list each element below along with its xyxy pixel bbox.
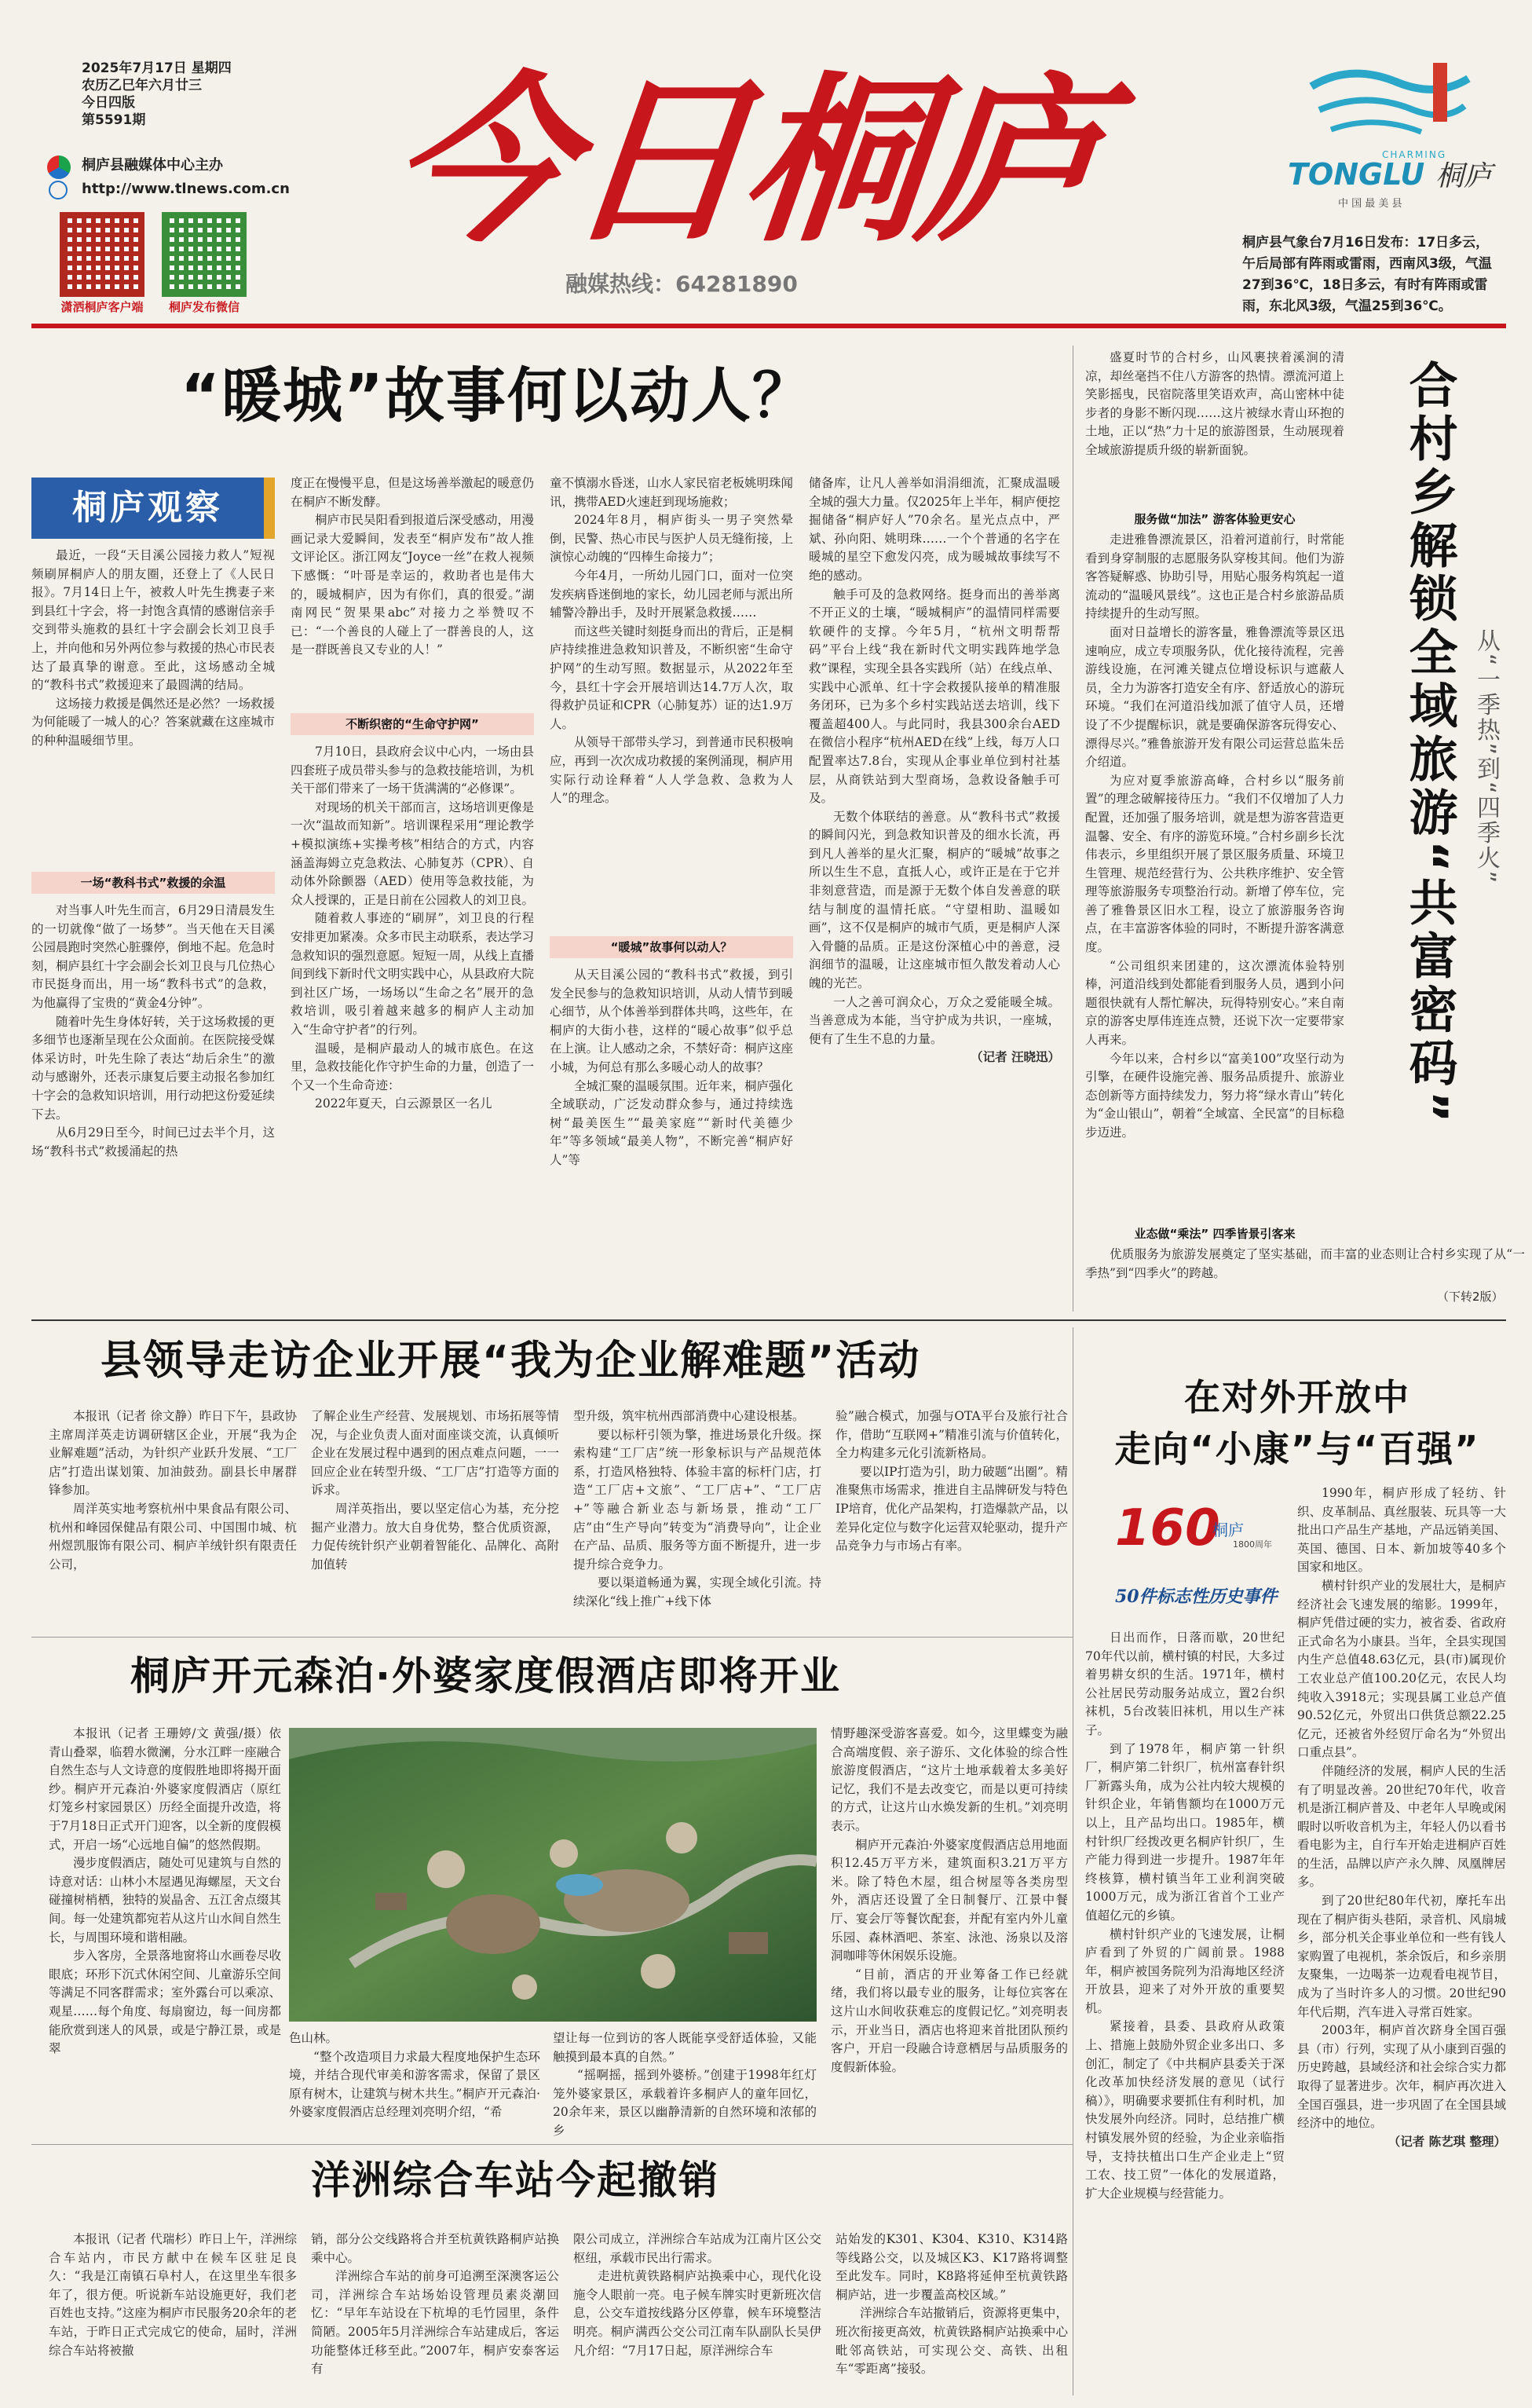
paragraph: 型升级，筑牢杭州西部消费中心建设根基。 [573, 1409, 805, 1423]
hotline: 融媒热线：64281890 [565, 271, 798, 297]
paragraph: 从天目溪公园的“教科书式”救援，到引发全民参与的急救知识培训，从动人情节到暖心细节，从个体善举到群体共鸣，这些年，在桐庐的大街小巷，这样的“暖心故事”似乎总在上演。让人感动之余，不禁好奇：桐庐这座小城，为何总有那么多暖心动人的故事？ [550, 968, 794, 1074]
section-divider [31, 2144, 1073, 2145]
paragraph: 紧接着，县委、县政府从政策上、措施上鼓励外贸企业多出口、多创汇，制定了《中共桐庐县委关于深化改革加快经济发展的意见（试行稿）》，明确要求要抓住有利时机，加快发展外向经济。同时，总结推广横村镇发展外贸的经验，为企业亲临指导，支持扶植出口生产企业走上“贸工农、技工贸”一体化的发展道路，扩大企业规模与经营能力。 [1085, 2019, 1285, 2201]
article1-subhead-2: 不断织密的“生命守护网” [291, 713, 534, 735]
paragraph: 周洋英实地考察杭州中果食品有限公司、杭州和峰园保健品有限公司、中国围巾城、杭州煜凯服饰有限公司、桐庐羊绒针织有限责任公司， [49, 1501, 297, 1572]
article3-col4 [835, 1407, 1068, 1556]
paragraph: 销，部分公交线路将合并至杭黄铁路桐庐站换乘中心。 [311, 2232, 559, 2265]
paragraph: 到了1978年，桐庐第一针织厂，桐庐第二针织厂，杭州富春针织厂新露头角，成为公社内较大规模的针织企业，年销售额均在1000万元以上，且产品均出口。1985年，横村针织厂经拨改更名桐庐针织厂，生产能力得到进一步提升。1987年年终核算，横村镇当年工业利润突破1000万元，成为浙江省首个工业产值超亿元的乡镇。 [1085, 1741, 1285, 1923]
weather-report: 桐庐县气象台7月16日发布：17日多云，午后局部有阵雨或雷雨，西南风3级，气温27到36℃，18日多云，有时有阵雨或雷雨，东北风3级，气温25到36℃。 [1242, 235, 1492, 314]
paragraph: 温暖，是桐庐最动人的城市底色。在这里，急救技能化作守护生命的力量，创造了一个又一个生命奇迹： [291, 1041, 535, 1092]
paragraph: 验”融合模式，加强与OTA平台及旅行社合作，借助“互联网+”精准引流与价值转化，全力构建多元化引流新格局。 [835, 1409, 1068, 1461]
paragraph: 了解企业生产经营、发展规划、市场拓展等情况，与企业负责人面对面座谈交流，认真倾听企业在发展过程中遇到的困点难点问题，一一回应企业在转型升级、“工厂店”打造等方面的诉求。 [311, 1409, 559, 1498]
article5-col2 [1297, 1484, 1506, 2151]
qr-wechat-label: 桐庐发布微信 [168, 300, 239, 314]
paragraph: 要以标杆引领为擎，推进场景化升级。探索构建“工厂店”统一形象标识与产品规范体系，打造风格独特、体验丰富的标杆门店，打造“工厂店+文旅”、“工厂店+”、“工厂店+”等融合新业态与新场景，推动“工厂店”由“生产导向”转变为“消费导向”，让企业在产品、品质、服务等方面不断提升，进一步提升综合竞争力。 [573, 1427, 821, 1572]
article4-headline: 桐庐开元森泊·外婆家度假酒店即将开业 [130, 1653, 841, 1699]
paragraph: “公司组织来团建的，这次漂流体验特别棒，河道沿线到处都能看到服务人员，遇到小问题很快就有人帮忙解决，玩得特别安心。”来自南京的游客史厚伟连连点赞，还说下次一定要带家人再来。 [1085, 958, 1344, 1048]
article1-headline: “暖城”故事何以动人？ [181, 360, 814, 430]
paragraph: 色山林。 [289, 2031, 338, 2045]
article2-subtitle: 从“一季热”到“四季火” [1472, 628, 1500, 885]
paragraph: 一人之善可润众心，万众之爱能暖全城。当善意成为本能，当守护成为共识，一座城，便有了生生不息的力量。 [809, 994, 1060, 1046]
paragraph: “目前，酒店的开业筹备工作已经就绪，我们将以最专业的服务，让每位宾客在这片山水间收获难忘的度假记忆。”刘亮明表示，开业当日，酒店也将迎来首批团队预约客户，开启一段融合诗意栖居与品质服务的度假新体验。 [831, 1967, 1068, 2074]
article3-headline: 县领导走访企业开展“我为企业解难题”活动 [101, 1338, 921, 1385]
page-count: 今日四版 [82, 95, 135, 111]
article4-col4 [831, 1725, 1068, 2077]
logo-en-1: CHARMING [1382, 149, 1447, 160]
paragraph: 最近，一段“天目溪公园接力救人”短视频刷屏桐庐人的朋友圈，还登上了《人民日报》。7月14日上午，被救人叶先生携妻子来到县红十字会，将一封饱含真情的感谢信亲手交到带头施救的县红十字会副会长刘卫良手上，并向他和另外两位参与救援的热心市民表达了最真挚的谢意。至此，这场感动全城的“教科书式”救援迎来了最圆满的结局。 [31, 548, 276, 693]
article2-col1 [1085, 349, 1344, 460]
hotel-aerial-photo [289, 1728, 817, 2022]
paragraph: “整个改造项目力求最大程度地保护生态环境，并结合现代审美和游客需求，保留了景区原有树木，让建筑与树木共生。”桐庐开元森泊·外婆家度假酒店总经理刘亮明介绍，“希 [289, 2049, 540, 2120]
article2-continued: （下转2版） [1437, 1290, 1504, 1304]
issue-date: 2025年7月17日 星期四 [82, 60, 232, 76]
series-logo-number: 160 [1115, 1499, 1220, 1557]
article1-col2b [291, 743, 534, 1114]
article4-col1 [49, 1725, 281, 2059]
article1-subhead-1: 一场“教科书式”救援的余温 [31, 872, 275, 894]
paragraph: 这场接力救援是偶然还是必然？一场救援为何能暖了一城人的心？答案就藏在这座城市的种种温暖细节里。 [31, 696, 276, 748]
paragraph: 储备库，让凡人善举如涓涓细流，汇聚成温暖全城的强大力量。仅2025年上半年，桐庐便挖掘储备“桐庐好人”70余名。星光点点中，严斌、孙向阳、姚明珠……一个个普通的名字在暖城的星空下愈发闪亮，成为暖城故事续写不绝的感动。 [809, 476, 1060, 583]
article2-col1b [1085, 531, 1344, 1143]
article1-col2 [291, 474, 534, 660]
paragraph: 从6月29日至今，时间已过去半个月，这场“教科书式”救援涌起的热 [31, 1125, 275, 1158]
article5-col1 [1085, 1629, 1285, 2203]
media-center-logo-icon [47, 156, 71, 179]
article5-reporter: （记者 陈艺琪 整理） [1388, 2134, 1506, 2149]
sponsor-text: 桐庐县融媒体中心主办 [82, 157, 223, 174]
article6-headline: 洋洲综合车站今起撤销 [311, 2157, 719, 2203]
section-divider [31, 1319, 1506, 1321]
series-logo [1115, 1497, 1288, 1583]
paragraph: 洋洲综合车站的前身可追溯至深澳客运公司，洋洲综合车站场始设管理员素炎潮回忆：“早年车站设在下杭埠的毛竹园里，条件简陋。2005年5月洋洲综合车站建成后，客运功能整体迁移至此。”2007年，桐庐安泰客运有 [311, 2269, 559, 2377]
logo-en-2: TONGLU [1288, 157, 1425, 192]
paragraph: 桐庐开元森泊·外婆家度假酒店总用地面积12.45万平方米，建筑面积3.21万平方米。除了特色木屋，组合树屋等各类房型外，酒店还设置了全日制餐厅、江景中餐厅、宴会厅等餐饮配套，并配有室内外儿童乐园、森林酒吧、茶室、泳池、汤泉以及溶洞咖啡等休闲娱乐设施。 [831, 1837, 1068, 1963]
paragraph: 童不慎溺水昏迷，山水人家民宿老板姚明珠闻讯，携带AED火速赶到现场施救； [550, 476, 794, 509]
paragraph: 对现场的机关干部而言，这场培训更像是一次“温故而知新”。培训课程采用“理论教学+模拟演练+实操考核”相结合的方式，内容涵盖海姆立克急救法、心肺复苏（CPR）、自动体外除颤器（AED）使用等急救技能，为众人授课的，正是日前在公园救人的刘卫良。 [291, 800, 535, 907]
article1-col1b [31, 902, 275, 1161]
article1-col3 [550, 474, 793, 808]
article5-headline [1085, 1371, 1509, 1475]
paragraph: 无数个体联结的善意。从“教科书式”救援的瞬间闪光，到急救知识普及的细水长流，再到凡人善举的星火汇聚，桐庐的“暖城”故事之所以生生不息，直抵人心，或许正是在于它并非刻意营造，而是源于无数个体自发善意的联结与制度的温情托底。“守望相助、温暖如画”，这不仅是桐庐的城市气质，更是桐庐人深入骨髓的品质。正是这份深植心中的善意，浸润细节的温暖，让这座城市恒久散发着动人心魄的光芒。 [809, 809, 1060, 991]
sponsor-block [82, 156, 223, 176]
article1-subhead-3: “暖城”故事何以动人？ [550, 936, 793, 958]
paragraph: 到了20世纪80年代初，摩托车出现在了桐庐街头巷陌，录音机、风扇城乡，部分机关企事业单位和一些有钱人家购置了电视机，茶余饭后，和乡亲朋友聚集，一边喝茶一边观看电视节目，成为了当时许多人的习惯。20世纪90年代后期，汽车进入寻常百姓家。 [1297, 1894, 1506, 2019]
paragraph: 随着叶先生身体好转，关于这场救援的更多细节也逐渐呈现在公众面前。在医院接受媒体采访时，叶先生除了表达“劫后余生”的激动与感谢外，还表示康复后要主动报名参加红十字会的急救知识培训，用行动把这份爱延续下去。 [31, 1014, 276, 1122]
paragraph: 盛夏时节的合村乡，山风裹挟着溪涧的清凉，却丝毫挡不住八方游客的热情。漂流河道上笑影摇曳，民宿院落里笑语欢声，高山密林中徒步者的身影不断闪现……这片被绿水青山环抱的土地，正以“热”力十足的旅游图景，生动展现着全域旅游提质升级的崭新面貌。 [1085, 350, 1344, 457]
headline-line-1: 在对外开放中 [1184, 1376, 1410, 1418]
headline-line-2: 走向“小康”与“百强” [1114, 1428, 1480, 1470]
paragraph: 限公司成立，洋洲综合车站成为江南片区公交枢纽，承载市民出行需求。 [573, 2232, 821, 2265]
paragraph: 桐庐市民吴阳看到报道后深受感动，用漫画记录大爱瞬间，发表至“桐庐发布”故人推文评论区。浙江网友“Joyce一丝”在救人视频下感慨：“叶哥是幸运的，救助者也是伟大的，暖城桐庐，因为有你们，真的很爱。”湖南网民“贺果果abc”对接力之举赞叹不已：“一个善良的人碰上了一群善良的人，这是一群既善良又专业的人！” [291, 513, 535, 657]
article1-reporter: （记者 汪晓迅） [971, 1050, 1060, 1065]
paragraph: 要以渠道畅通为翼，实现全域化引流。持续深化“线上推广+线下体 [573, 1575, 821, 1608]
article2-subhead-1: 服务做“加法” 游客体验更安心 [1134, 512, 1296, 526]
series-title: 50件标志性历史事件 [1115, 1586, 1278, 1607]
paragraph: 从领导干部带头学习，到普通市民积极响应，再到一次次成功救援的案例涌现，桐庐用实际行动诠释着“人人学急救、急救为人人”的理念。 [550, 735, 794, 806]
paragraph: 要以IP打造为引，助力破题“出圈”。精准聚焦市场需求，推进自主品牌研发与特色IP培育，优化产品架构，打造爆款产品，以差异化定位与数字化运营双轮驱动，提升产品竞争力与市场占有率。 [835, 1464, 1068, 1553]
paragraph: 2003年，桐庐首次跻身全国百强县（市）行列，实现了从小康到百强的历史跨越，县域经济和社会综合实力都取得了显著进步。次年，桐庐再次进入全国百强县，进一步巩固了在全国县域经济中的地位。 [1297, 2023, 1506, 2131]
paragraph: 本报讯（记者 王珊婷/文 黄强/摄）依青山叠翠，临碧水微澜，分水江畔一座融合自然生态与人文诗意的度假胜地即将揭开面纱。桐庐开元森泊·外婆家度假酒店（原红灯笼乡村家园景区）历经全面提升改造，将于7月18日正式开门迎客，以全新的度假模式，开启一场“心远地自偏”的悠然假期。 [49, 1726, 281, 1852]
paragraph: 横村针织产业的发展壮大，是桐庐经济社会飞速发展的缩影。1999年，桐庐凭借过硬的实力，被省委、省政府正式命名为小康县。当年，全县实现国内生产总值48.63亿元，县(市)属现价工农业总产值100.20亿元，农民人均纯收入3918元；实现县属工业总产值90.52亿元，外贸出口供货总额22.25亿元，还被省外经贸厅命名为“外贸出口重点县”。 [1297, 1578, 1506, 1760]
paragraph: 站始发的K301、K304、K310、K314路等线路公交，以及城区K3、K17路将调整至此发车。同时，K8路将延伸至杭黄铁路桐庐站，进一步覆盖高校区域。” [835, 2232, 1068, 2302]
paragraph: 为应对夏季旅游高峰，合村乡以“服务前置”的理念破解接待压力。“我们不仅增加了人力配置，还加强了服务培训，就是想为游客营造更温馨、安全、有序的游览环境。”合村乡副乡长沈伟表示，乡里组织开展了景区服务质量、环境卫生管理、规范经营行为、公共秩序维护、安全管理等旅游服务专项整治行动。新增了停车位，完善了雅鲁景区旧水工程，设立了旅游服务咨询点，在丰富游客体验的同时，不断提升游客满意度。 [1085, 773, 1344, 955]
paragraph: 触手可及的急救网络。挺身而出的善举离不开正义的土壤，“暖城桐庐”的温情同样需要软硬件的支撑。今年5月，“杭州文明帮帮码”平台上线“我在新时代文明实践阵地学急救”课程，实现全县各实践所（站）在线点单、实践中心派单、红十字会救援队接单的精准服务闭环，已为多个乡村实践站送去培训，线下覆盖超400人。与此同时，我县300余台AED在微信小程序“杭州AED在线”上线，每万人口配置率达7.8台，实现从企事业单位到村社基层，从商铁站到大型商场，急救设备触手可及。 [809, 587, 1060, 806]
article4-col3b [553, 2029, 817, 2141]
paragraph: 2022年夏天，白云源景区一名儿 [315, 1096, 492, 1111]
paragraph: 今年以来，合村乡以“富美100”攻坚行动为引擎，在硬件设施完善、服务品质提升、旅游业态创新等方面持续发力，努力将“绿水青山”转化为“金山银山”，朝着“全域富、全民富”的目标稳步迈进。 [1085, 1051, 1344, 1140]
paragraph: 横村针织产业的飞速发展，让桐庐看到了外贸的广阔前景。1988年，桐庐被国务院列为沿海地区经济开放县，迎来了对外开放的重要契机。 [1085, 1927, 1285, 2015]
article4-col2b [289, 2029, 540, 2122]
paragraph: 度正在慢慢平息，但是这场善举激起的暖意仍在桐庐不断发酵。 [291, 476, 535, 509]
paragraph: 情野趣深受游客喜爱。如今，这里蝶变为融合高端度假、亲子游乐、文化体验的综合性旅游度假酒店，“这片土地承载着太多美好记忆，我们不是去改变它，而是以更可持续的方式，让这片山水焕发新的生机。”刘亮明表示。 [831, 1726, 1068, 1833]
article3-col2 [311, 1407, 559, 1574]
article3-col1 [49, 1407, 297, 1574]
paragraph: 面对日益增长的游客量，雅鲁漂流等景区迅速响应，成立专项服务队，优化接待流程，完善游线设施，在河滩关键点位增设标识与遮蔽人员，全力为游客打造安全有序、舒适放心的游玩环境。“我们在河道沿线加派了值守人员，还增设了不少提醒标识，就是要确保游客玩得安心、漂得尽兴。”雅鲁旅游开发有限公司运营总监朱岳介绍道。 [1085, 624, 1344, 770]
website-link[interactable]: http://www.tlnews.com.cn [82, 181, 290, 197]
series-logo-years: 1800周年 [1233, 1539, 1272, 1550]
qr-code-wechat[interactable] [162, 212, 247, 297]
paragraph: 7月10日，县政府会议中心内，一场由县四套班子成员带头参与的急救技能培训，为机关干部们带来了一场干货满满的“必修课”。 [291, 745, 535, 796]
paragraph: 而这些关键时刻挺身而出的背后，正是桐庐持续推进急救知识普及，不断织密“生命守护网”的生动写照。数据显示，从2022年至今，县红十字会开展培训达14.7万人次，取得救护员证和CPR（心肺复苏）证的达1.9万人。 [550, 624, 794, 731]
qr-code-app[interactable] [60, 212, 144, 297]
paragraph: 优质服务为旅游发展奠定了坚实基础，而丰富的业态则让合村乡实现了从“一季热”到“四季火”的跨越。 [1085, 1247, 1525, 1280]
section-divider [31, 1637, 1073, 1638]
article2-subhead-2: 业态做“乘法” 四季皆景引客来 [1134, 1227, 1296, 1241]
paragraph: 走进雅鲁漂流景区，沿着河道前行，时常能看到身穿制服的志愿服务队穿梭其间。他们为游客答疑解惑、协助引导，用贴心服务构筑起一道流动的“温暖风景线”。这也正是合村乡旅游品质持续提升的生动写照。 [1085, 532, 1344, 621]
paragraph: 1990年，桐庐形成了轻纺、针织、皮革制品、真丝服装、玩具等一大批出口产品生产基地，产品远销美国、英国、德国、日本、新加坡等40多个国家和地区。 [1297, 1486, 1506, 1575]
article2-headline: 合村乡解锁全域旅游“共富密码” [1401, 360, 1458, 1128]
paragraph: 周洋英指出，要以坚定信心为基，充分挖掘产业潜力。放大自身优势，整合优质资源，力促传统针织产业朝着智能化、品牌化、高附加值转 [311, 1501, 559, 1572]
newspaper-title: 今日桐庐 [381, 55, 1108, 267]
article6-col2 [311, 2231, 559, 2379]
article1-col1 [31, 547, 275, 751]
paragraph: 本报讯（记者 徐文静）昨日下午，县政协主席周洋英走访调研辖区企业，开展“我为企业解难题”活动，为针织产业跃升发展、“工厂店”打造出谋划策、加油鼓劲。副县长申屠群锋参加。 [49, 1409, 297, 1498]
paragraph: 随着救人事迹的“刷屏”，刘卫良的行程安排更加紧凑。众多市民主动联系，表达学习急救知识的强烈意愿。短短一周，从线上直播间到线下新时代文明实践中心，从县政府大院到社区广场，一场场以“生命之名”展开的急救培训，吸引着越来越多的桐庐人主动加入“生命守护者”的行列。 [291, 911, 535, 1037]
paragraph: 漫步度假酒店，随处可见建筑与自然的诗意对话：山林小木屋遇见海螺屋，天文台碰撞树梢栖，独特的炭晶舍、五江舍点缀其间。每一处建筑都宛若从这片山水间自然生长，与周围环境和谐相融。 [49, 1856, 281, 1945]
paragraph: 望让每一位到访的客人既能享受舒适体验，又能触摸到最本真的自然。” [553, 2031, 817, 2064]
series-logo-city: 桐庐 [1212, 1521, 1244, 1539]
logo-cn: 桐庐 [1435, 160, 1493, 192]
masthead-rule [31, 324, 1506, 328]
tonglu-logo-icon [1296, 55, 1476, 149]
column-tag: 桐庐观察 [31, 478, 275, 539]
article1-col3b [550, 966, 793, 1170]
paragraph: 走进杭黄铁路桐庐站换乘中心，现代化设施令人眼前一亮。电子候车牌实时更新班次信息，公交车道按线路分区停靠，候车环境整洁明亮。桐庐满西公交公司江南车队副队长吴伊凡介绍：“7月17日起，原洋洲综合车 [573, 2269, 821, 2358]
paragraph: 本报讯（记者 代瑞杉）昨日上午，洋洲综合车站内，市民方献中在候车区驻足良久：“我是江南镇石阜村人，在这里坐车很多年了，很方便。听说新车站设施更好，我们老百姓也支持。”这座为桐庐市民服务20余年的老车站，于昨日正式完成它的使命，届时，洋洲综合车站将被撤 [49, 2232, 297, 2358]
lunar-date: 农历乙巳年六月廿三 [82, 78, 202, 93]
qr-app-label: 潇洒桐庐客户端 [60, 300, 144, 314]
paragraph: “摇啊摇，摇到外婆桥。”创建于1998年红灯笼外婆家景区，承载着许多桐庐人的童年回忆，20余年来，景区以幽静清新的自然环境和浓郁的乡 [553, 2068, 817, 2138]
paragraph: 洋洲综合车站撤销后，资源将更集中，班次衔接更高效，杭黄铁路桐庐站换乘中心毗邻高铁站，可实现公交、高铁、出租车“零距离”接驳。 [835, 2306, 1068, 2377]
logo-tag: 中 国 最 美 县 [1338, 198, 1402, 210]
paragraph: 全城汇聚的温暖氛围。近年来，桐庐强化全域联动，广泛发动群众参与，通过持续选树“最美医生”“最美家庭”“新时代美德少年”等多领域“最美人物”，不断完善“桐庐好人”等 [550, 1078, 794, 1167]
article6-col1 [49, 2231, 297, 2360]
masthead-info [82, 60, 278, 129]
paragraph: 步入客房，全景落地窗将山水画卷尽收眼底；环形下沉式休闲空间、儿童游乐空间等满足不同客群需求；室外露台可以乘凉、观星……每个角度、每扇窗边，每一间房都能欣赏到迷人的风景，或是宁静江景，或是翠 [49, 1949, 281, 2056]
article6-col3 [573, 2231, 821, 2360]
paragraph: 日出而作，日落而歇，20世纪70年代以前，横村镇的村民，大多过着男耕女织的生活。1971年，横村公社居民劳动服务站成立，置2台织袜机，5台改装旧袜机，用以生产袜子。 [1085, 1630, 1285, 1737]
paragraph: 今年4月，一所幼儿园门口，面对一位突发疾病昏迷倒地的家长，幼儿园老师与派出所辅警冷静出手，及时开展紧急救援…… [550, 568, 794, 620]
paragraph: 伴随经济的发展，桐庐人民的生活有了明显改善。20世纪70年代，收音机是浙江桐庐普及、中老年人早晚或闲暇时以听收音机为主，年轻人仍以看书看电影为主，自行车开始走进桐庐百姓的生活，品牌以庐产永久牌、凤凰牌居多。 [1297, 1763, 1506, 1890]
globe-icon [49, 181, 68, 199]
paragraph: 对当事人叶先生而言，6月29日清晨发生的一切就像“做了一场梦”。当天他在天目溪公园晨跑时突然心脏骤停，倒地不起。危急时刻，桐庐县红十字会副会长刘卫良与几位热心市民挺身而出，用一场“教科书式”的急救，为他赢得了宝贵的“黄金4分钟”。 [31, 903, 276, 1010]
article3-col3 [573, 1407, 821, 1629]
article2-col1c [1085, 1246, 1525, 1283]
issue-number: 第5591期 [82, 112, 146, 128]
paragraph: 2024年8月，桐庐街头一男子突然晕倒，民警、热心市民与医护人员无缝衔接，上演惊心动魄的“四棒生命接力”； [550, 513, 794, 565]
article1-col4 [809, 474, 1060, 1067]
article6-col4 [835, 2231, 1068, 2379]
